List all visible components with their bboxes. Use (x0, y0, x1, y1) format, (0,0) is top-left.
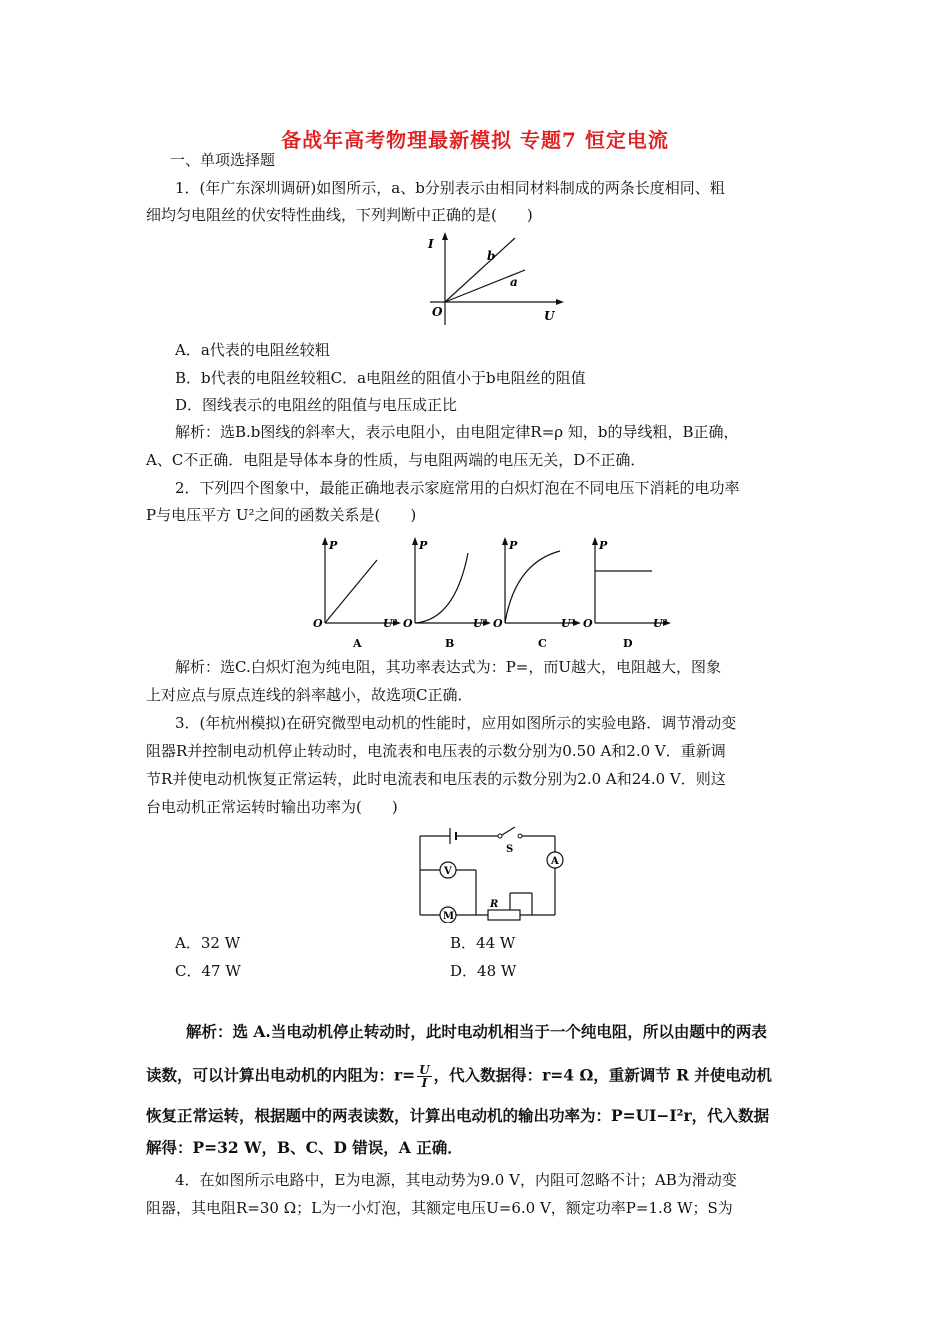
q2-answer-line1: 解析：选C.白炽灯泡为纯电阻，其功率表达式为：P=，而U越大，电阻越大，图象 (175, 658, 722, 676)
q2-d-label: D (623, 637, 633, 650)
q2-d-y: P (599, 539, 608, 552)
q1-option-d: D．图线表示的电阻丝的阻值与电压成正比 (175, 396, 458, 414)
q1-text-line2: 细均匀电阻丝的伏安特性曲线，下列判断中正确的是( ) (146, 206, 533, 224)
q3-answer-line1: 解析：选 A.当电动机停止转动时，此时电动机相当于一个纯电阻，所以由题中的两表 (186, 1022, 767, 1041)
q2-a-o: O (313, 617, 323, 630)
q2-c-label: C (538, 637, 547, 650)
q3-text-line3: 节R并使电动机恢复正常运转，此时电流表和电压表的示数分别为2.0 A和24.0 V．则这 (146, 770, 726, 788)
q1-label-b: b (487, 249, 496, 263)
q3-answer-line2-part1: 读数，可以计算出电动机的内阻为：r= (146, 1065, 416, 1085)
q2-curve-b (415, 553, 468, 623)
section-heading: 一、单项选择题 (170, 151, 276, 169)
svg-text:V: V (444, 866, 452, 877)
q3-answer-line2-part2: ，代入数据得：r=4 Ω，重新调节 R 并使电动机 (433, 1065, 772, 1085)
svg-text:M: M (443, 911, 455, 922)
q2-text-line2: P与电压平方 U²之间的函数关系是( ) (146, 506, 417, 524)
q3-frac-num: U (419, 1063, 430, 1077)
q1-label-a: a (510, 275, 518, 289)
switch-blade (502, 827, 515, 835)
q1-option-a: A．a代表的电阻丝较粗 (175, 341, 330, 359)
q2-b-o: O (403, 617, 413, 630)
q4-text-line2: 阻器，其电阻R=30 Ω；L为一小灯泡，其额定电压U=6.0 V，额定功率P=1.8 W；S为 (146, 1199, 733, 1217)
q1-answer-line2: A、C不正确．电阻是导体本身的性质，与电阻两端的电压无关，D不正确． (146, 451, 646, 469)
q2-graph-c (493, 537, 581, 650)
q3-answer-line3: 恢复正常运转，根据题中的两表读数，计算出电动机的输出功率为：P=UI−I²r，代入数据 (146, 1106, 770, 1125)
q3-text-line1: 3．(年杭州模拟)在研究微型电动机的性能时，应用如图所示的实验电路．调节滑动变 (175, 714, 737, 732)
q3-option-c: C．47 W (175, 962, 241, 980)
q3-answer-line2 (146, 1064, 772, 1089)
q3-option-d: D．48 W (450, 962, 517, 980)
rheostat-icon (488, 910, 520, 920)
q2-a-x: U² (383, 617, 398, 630)
q2-graph-a (313, 537, 401, 650)
q2-b-y: P (419, 539, 428, 552)
q1-answer-line1: 解析：选B.b图线的斜率大，表示电阻小，由电阻定律R=ρ 知，b的导线粗，B正确， (175, 423, 739, 441)
q2-c-o: O (493, 617, 503, 630)
q1-x-label: U (544, 309, 555, 323)
q3-text-line4: 台电动机正常运转时输出功率为( ) (146, 798, 398, 816)
q2-c-x: U² (561, 617, 576, 630)
q2-graphs (305, 535, 685, 653)
q3-fraction (417, 1064, 431, 1089)
rheostat-label: R (490, 899, 499, 910)
q2-d-o: O (583, 617, 593, 630)
q2-curve-a (325, 560, 377, 623)
q2-answer-line2: 上对应点与原点连线的斜率越小，故选项C正确． (146, 686, 473, 704)
q3-text-line2: 阻器R并控制电动机停止转动时，电流表和电压表的示数分别为0.50 A和2.0 V．重新调 (146, 742, 726, 760)
q2-d-x: U² (653, 617, 668, 630)
q1-line-b (445, 238, 515, 302)
q2-c-y: P (509, 539, 518, 552)
q2-graph-d (583, 537, 671, 650)
q1-option-bc: B．b代表的电阻丝较粗C．a电阻丝的阻值小于b电阻丝的阻值 (175, 369, 586, 387)
q2-b-x: U² (473, 617, 488, 630)
q2-a-y: P (329, 539, 338, 552)
svg-text:A: A (551, 856, 559, 867)
q2-text-line1: 2．下列四个图象中，最能正确地表示家庭常用的白炽灯泡在不同电压下消耗的电功率 (175, 479, 740, 497)
switch-label: S (506, 844, 514, 855)
q1-iu-graph (420, 230, 570, 330)
q3-option-a: A．32 W (175, 934, 241, 952)
page-title: 备战年高考物理最新模拟 专题7 恒定电流 (281, 128, 669, 152)
q4-text-line1: 4．在如图所示电路中，E为电源，其电动势为9.0 V，内阻可忽略不计；AB为滑动变 (175, 1171, 737, 1189)
q2-a-label: A (353, 637, 362, 650)
q1-text-line1: 1．(年广东深圳调研)如图所示，a、b分别表示由相同材料制成的两条长度相同、粗 (175, 179, 725, 197)
q1-origin: O (432, 305, 443, 319)
q3-frac-den: I (421, 1076, 428, 1090)
q1-y-label: I (428, 237, 434, 251)
q1-x-arrow (556, 299, 564, 305)
q2-b-label: B (445, 637, 455, 650)
q2-graph-b (403, 537, 491, 650)
q3-circuit-diagram (410, 823, 570, 923)
q3-option-b: B．44 W (450, 934, 516, 952)
q1-y-arrow (442, 232, 448, 240)
q2-curve-c (505, 551, 560, 623)
q3-answer-line4: 解得：P=32 W，B、C、D 错误，A 正确． (146, 1138, 463, 1157)
